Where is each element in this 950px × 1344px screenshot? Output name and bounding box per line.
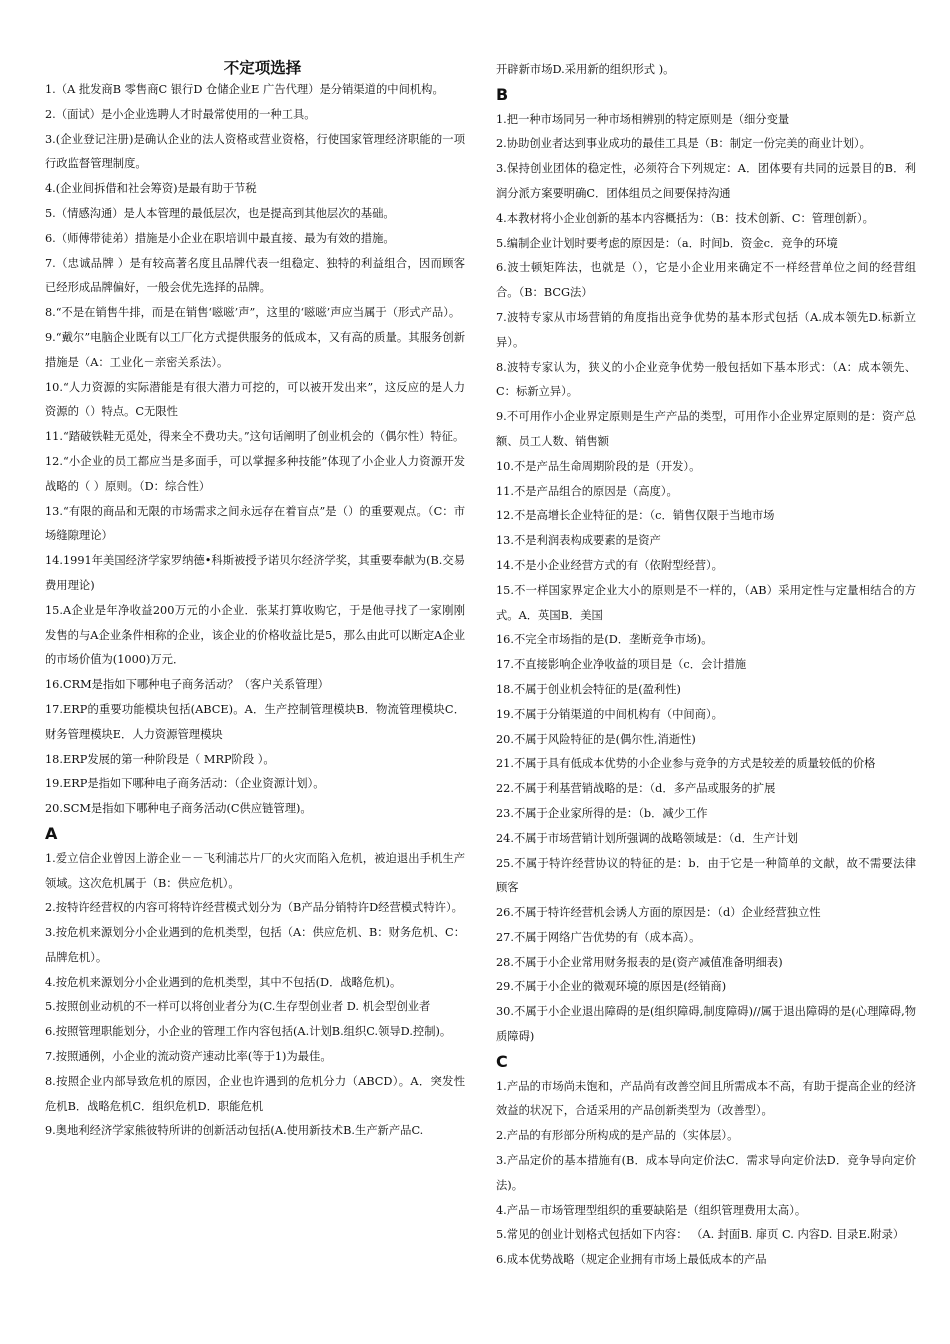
section-letter-b: B <box>496 84 509 104</box>
list-item: 15.不一样国家界定企业大小的原则是不一样的，（AB）采用定性与定量相结合的方式。A．英国B．美国 <box>496 583 916 622</box>
list-item: 20.不属于风险特征的是(偶尔性,消逝性) <box>496 732 696 746</box>
list-item: 14.1991年美国经济学家罗纳德•科斯被授予诺贝尔经济学奖，其重要奉献为(B.交易费用理论) <box>45 554 465 592</box>
list-item: 25.不属于特许经营协议的特征的是：b．由于它是一种简单的文献，故不需要法律顾客 <box>496 856 916 895</box>
list-item: 13.不是利润表构成要素的是资产 <box>496 534 661 548</box>
list-item: 7.（忠诚品牌 ）是有较高著名度且品牌代表一组稳定、独特的利益组合，因而顾客已经形成品牌偏好，一般会优先选择的品牌。 <box>45 256 465 295</box>
list-item: 16.不完全市场指的是(D．垄断竞争市场)。 <box>496 633 713 647</box>
list-item: 3.保持创业团体的稳定性，必须符合下列规定：A．团体要有共同的远景目的B．利润分派方案要明确C．团体组员之间要保持沟通 <box>496 162 916 200</box>
list-item: 20.SCM是指如下哪种电子商务活动(C供应链管理)。 <box>45 802 312 816</box>
list-item: 23.不属于企业家所得的是：（b．减少工作 <box>496 806 708 820</box>
list-item: 12.“小企业的员工都应当是多面手，可以掌握多种技能”体现了小企业人力资源开发战略的（ ）原则。（D：综合性） <box>45 454 465 493</box>
right-column <box>496 58 916 1273</box>
list-item: 30.不属于小企业退出障碍的是(组织障碍,制度障碍)//属于退出障碍的是(心理障碍,物质障碍) <box>496 1005 916 1044</box>
list-item: 19.ERP是指如下哪种电子商务活动：（企业资源计划）。 <box>45 777 325 791</box>
section-letter-c: C <box>496 1051 508 1071</box>
list-item: 7.按照通例，小企业的流动资产速动比率(等于1)为最佳。 <box>45 1050 332 1064</box>
list-item: 14.不是小企业经营方式的有（依附型经营）。 <box>496 558 723 572</box>
list-item: 2.协助创业者达到事业成功的最佳工具是（B：制定一份完美的商业计划）。 <box>496 137 871 151</box>
list-item: 13.“有限的商品和无限的市场需求之间永远存在着盲点”是（）的重要观点。（C：市场缝隙理论） <box>45 504 465 543</box>
list-item: 29.不属于小企业的微观环境的原因是(经销商) <box>496 980 727 994</box>
list-item: 17.不直接影响企业净收益的项目是（c．会计措施 <box>496 658 747 672</box>
list-item: 19.不属于分销渠道的中间机构有（中间商）。 <box>496 707 723 721</box>
list-item: 9.“戴尔”电脑企业既有以工厂化方式提供服务的低成本，又有高的质量。其服务创新措施是（A：工业化－亲密关系法）。 <box>45 330 465 369</box>
left-column <box>45 58 465 1144</box>
continuation-line: 开辟新市场D.采用新的组织形式 )。 <box>496 63 675 76</box>
list-item: 4.按危机来源划分小企业遇到的危机类型，其中不包括(D．战略危机)。 <box>45 975 402 989</box>
list-item: 26.不属于特许经营机会诱人方面的原因是：（d）企业经营独立性 <box>496 906 821 920</box>
list-item: 3.按危机来源划分小企业遇到的危机类型，包括（A：供应危机、B：财务危机、C：品牌危机）。 <box>45 926 465 964</box>
list-item: 21.不属于具有低成本优势的小企业参与竞争的方式是较差的质量较低的价格 <box>496 757 876 771</box>
list-item: 11.不是产品组合的原因是（高度）。 <box>496 484 678 498</box>
list-item: 2.按特许经营权的内容可将特许经营模式划分为（B产品分销特许D经营模式特许）。 <box>45 901 463 915</box>
list-item: 5.常见的创业计划格式包括如下内容： （A. 封面B. 扉页 C. 内容D. 目录E.附录） <box>496 1228 905 1242</box>
list-item: 1.爱立信企业曾因上游企业－－飞利浦芯片厂的火灾而陷入危机，被迫退出手机生产领域。这次危机属于（B：供应危机）。 <box>45 851 465 890</box>
list-item: 4.(企业间拆借和社会筹资)是最有助于节税 <box>45 182 257 196</box>
list-item: 1.产品的市场尚未饱和，产品尚有改善空间且所需成本不高，有助于提高企业的经济效益的状况下，合适采用的产品创新类型为（改善型）。 <box>496 1079 916 1118</box>
list-item: 24.不属于市场营销计划所强调的战略领域是：（d．生产计划 <box>496 831 798 845</box>
list-item: 1.（A 批发商B 零售商C 银行D 仓储企业E 广告代理）是分销渠道的中间机构。 <box>45 83 444 96</box>
list-item: 6.（师傅带徒弟）措施是小企业在职培训中最直接、最为有效的措施。 <box>45 231 395 245</box>
list-item: 6.按照管理职能划分，小企业的管理工作内容包括(A.计划B.组织C.领导D.控制)。 <box>45 1025 452 1039</box>
list-item: 6.波士顿矩阵法，也就是（），它是小企业用来确定不一样经营单位之间的经营组合。（B：BCG法） <box>496 261 916 300</box>
list-item: 10.不是产品生命周期阶段的是（开发）。 <box>496 459 701 473</box>
list-item: 8.按照企业内部导致危机的原因，企业也许遇到的危机分力（ABCD）。A．突发性危机B．战略危机C．组织危机D．职能危机 <box>45 1074 465 1113</box>
section-letter-a: A <box>45 823 58 843</box>
list-item: 6.成本优势战略（规定企业拥有市场上最低成本的产品 <box>496 1253 767 1267</box>
list-item: 1.把一种市场同另一种市场相辨别的特定原则是（细分变量 <box>496 112 790 126</box>
list-item: 4.本教材将小企业创新的基本内容概括为：（B：技术创新、C：管理创新）。 <box>496 211 874 225</box>
list-item: 16.CRM是指如下哪种电子商务活动？（客户关系管理） <box>45 678 329 692</box>
list-item: 28.不属于小企业常用财务报表的是(资产减值准备明细表) <box>496 955 783 969</box>
list-item: 5.编制企业计划时要考虑的原因是：（a．时间b．资金c．竞争的环境 <box>496 236 838 250</box>
list-item: 7.波特专家从市场营销的角度指出竞争优势的基本形式包括（A.成本领先D.标新立异）。 <box>496 310 916 349</box>
list-item: 27.不属于网络广告优势的有（成本高）。 <box>496 930 701 944</box>
list-item: 3.产品定价的基本措施有(B．成本导向定价法C．需求导向定价法D．竞争导向定价法)。 <box>496 1154 916 1192</box>
list-item: 2.产品的有形部分所构成的是产品的（实体层）。 <box>496 1129 739 1143</box>
list-item: 12.不是高增长企业特征的是：（c．销售仅限于当地市场 <box>496 509 775 523</box>
list-item: 17.ERP的重要功能模块包括(ABCE)。A．生产控制管理模块B．物流管理模块C．财务管理模块E．人力资源管理模块 <box>45 702 465 741</box>
list-item: 15.A企业是年净收益200万元的小企业．张某打算收购它，于是他寻找了一家刚刚发售的与A企业条件相称的企业，该企业的价格收益比是5，那么由此可以断定A企业的市场价值为(1000)万元． <box>45 603 465 667</box>
list-item: 9.不可用作小企业界定原则是生产产品的类型，可用作小企业界定原则的是：资产总额、员工人数、销售额 <box>496 410 916 448</box>
list-item: 11.“踏破铁鞋无觅处，得来全不费功夫。”这句话阐明了创业机会的（偶尔性）特征。 <box>45 430 465 444</box>
list-item: 2.（面试）是小企业选聘人才时最常使用的一种工具。 <box>45 107 316 121</box>
list-item: 18.ERP发展的第一种阶段是（ MRP阶段 ）。 <box>45 752 275 766</box>
list-item: 8.“不是在销售牛排，而是在销售‘嗞嗞’声”，这里的‘嗞嗞’声应当属于（形式产品）。 <box>45 306 461 320</box>
list-item: 5.（情感沟通）是人本管理的最低层次，也是提高到其他层次的基础。 <box>45 206 395 220</box>
list-item: 9.奥地利经济学家熊彼特所讲的创新活动包括(A.使用新技术B.生产新产品C. <box>45 1124 424 1138</box>
list-item: 4.产品－市场管理型组织的重要缺陷是（组织管理费用太高）。 <box>496 1203 807 1217</box>
list-item: 3.(企业登记注册)是确认企业的法人资格或营业资格，行使国家管理经济职能的一项行政监督管理制度。 <box>45 132 465 171</box>
list-item: 22.不属于利基营销战略的是：（d．多产品或服务的扩展 <box>496 782 776 796</box>
list-item: 10.“人力资源的实际潜能是有很大潜力可挖的，可以被开发出来”，这反应的是人力资源的（）特点。C无限性 <box>45 380 465 419</box>
list-item: 18.不属于创业机会特征的是(盈利性) <box>496 682 681 696</box>
list-item: 8.波特专家认为，狭义的小企业竞争优势一般包括如下基本形式：（A：成本领先、C：标新立异）。 <box>496 360 916 399</box>
list-item: 5.按照创业动机的不一样可以将创业者分为(C.生存型创业者 D. 机会型创业者 <box>45 1000 431 1014</box>
page-title: 不定项选择 <box>223 59 302 77</box>
